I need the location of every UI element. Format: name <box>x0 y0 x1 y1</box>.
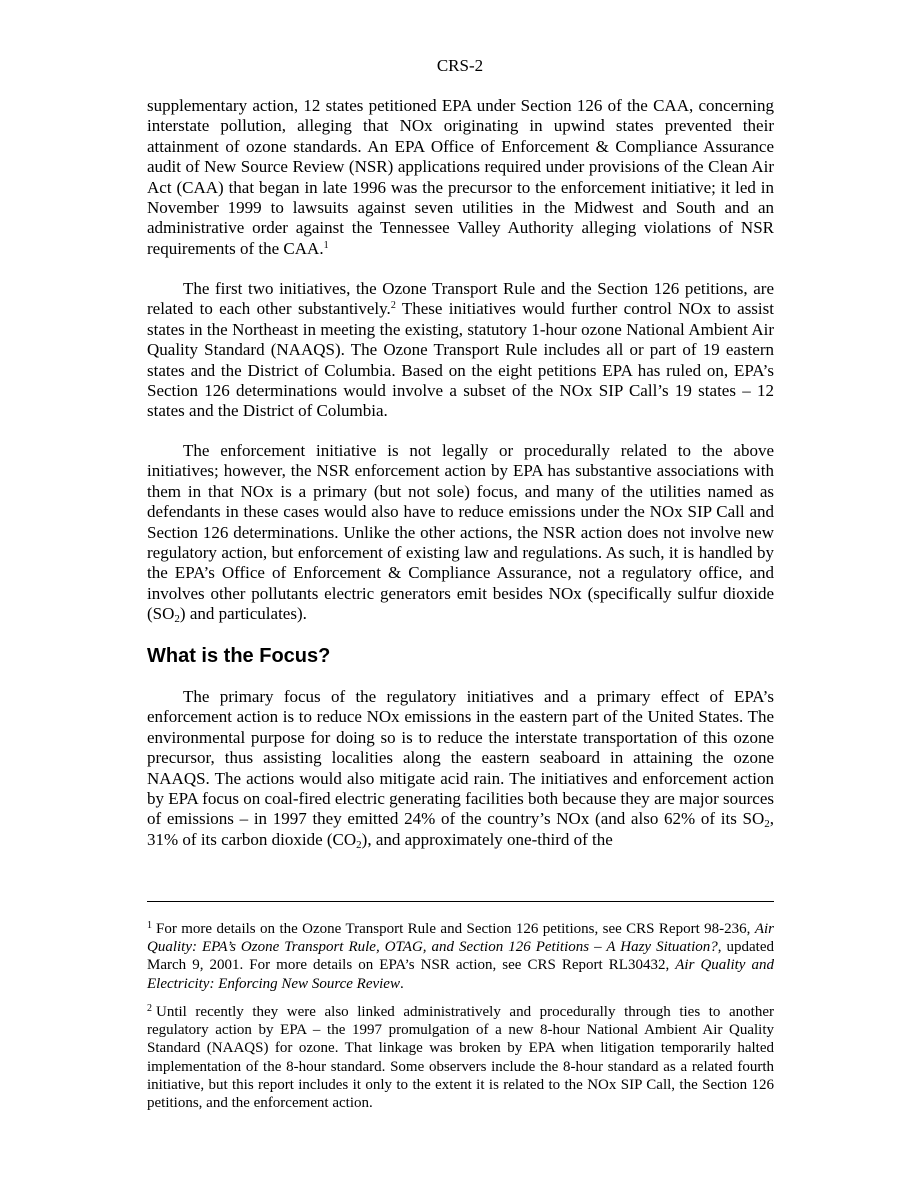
footnote-text: Until recently they were also linked administratively and procedurally through ties to another regulatory action by EPA – the 1997 promulgation of a new 8-hour National Ambient Air Quality Standard (NAAQS) for ozone. That linkage was broken by EPA when litigation temporarily halted implementation of the 8-hour standard. Some observers include the 8-hour standard as a related fourth initiative, but this report includes it only to the extent it is related to the NOx SIP Call, the Section 126 petitions, and the enforcement action. <box>147 1004 774 1112</box>
paragraph-text: ), and approximately one-third of the <box>361 829 613 849</box>
footnote <box>147 920 774 993</box>
paragraph-text: These initiatives would further control NOx to assist states in the Northeast in meeting the existing, statutory 1-hour ozone National Ambient Air Quality Standard (NAAQS). The Ozone Transport Rule includes all or part of 19 eastern states and the District of Columbia. Based on the eight petitions EPA has ruled on, EPA’s Section 126 determinations would involve a subset of the NOx SIP Call’s 19 states – 12 states and the District of Columbia. <box>147 299 774 421</box>
paragraph-text: The first two initiatives, the Ozone Transport Rule and the Section 126 petitions, are related to each other substantively. <box>147 279 774 319</box>
footnote <box>147 1003 774 1112</box>
report-title: Air Quality: EPA’s Ozone Transport Rule, OTAG, and Section 126 Petitions – A Hazy Situation? <box>147 921 774 956</box>
subscript: 2 <box>356 838 362 851</box>
paragraph-text: supplementary action, 12 states petitioned EPA under Section 126 of the CAA, concerning interstate pollution, alleging that NOx originating in upwind states prevented their attainment of ozone standards. An EPA Office of Enforcement & Compliance Assurance audit of New Source Review (NSR) applications required under provisions of the Clean Air Act (CAA) that began in late 1996 was the precursor to the enforcement initiative; it led in November 1999 to lawsuits against seven utilities in the Midwest and South and an administrative order against the Tennessee Valley Authority alleging violations of NSR requirements of the CAA. <box>147 96 774 258</box>
paragraph-text: The enforcement initiative is not legally or procedurally related to the above initiatives; however, the NSR enforcement action by EPA has substantive associations with them in that NOx is a primary (but not sole) focus, and many of the utilities named as defendants in these cases would also have to reduce emissions under the NOx SIP Call and Section 126 determinations. Unlike the other actions, the NSR action does not involve new regulatory action, but enforcement of existing law and regulations. As such, it is handled by the EPA’s Office of Enforcement & Compliance Assurance, not a regulatory office, and involves other pollutants electric generators emit besides NOx (specifically sulfur dioxide (SO <box>147 441 774 624</box>
subscript: 2 <box>764 818 770 831</box>
paragraph-text: , 31% of its carbon dioxide (CO <box>147 809 774 849</box>
body-paragraph <box>147 687 774 850</box>
body-paragraph <box>147 441 774 625</box>
section-heading: What is the Focus? <box>147 645 331 667</box>
footnote-text: For more details on the Ozone Transport Rule and Section 126 petitions, see CRS Report 98-236, <box>156 921 755 937</box>
footnote-text: , updated March 9, 2001. For more details on EPA’s NSR action, see CRS Report RL30432, <box>147 939 774 974</box>
page-header: CRS-2 <box>436 56 484 75</box>
footnote-reference[interactable]: 2 <box>390 300 396 312</box>
paragraph-text: ) and particulates). <box>179 604 307 624</box>
footnote-mark: 2 <box>147 1003 152 1014</box>
body-paragraph <box>147 279 774 422</box>
footnote-divider <box>147 901 774 902</box>
subscript: 2 <box>174 613 180 626</box>
report-title: Air Quality and Electricity: Enforcing New Source Review <box>147 957 774 992</box>
footnote-mark: 1 <box>147 920 152 931</box>
paragraph-text: The primary focus of the regulatory initiatives and a primary effect of EPA’s enforcement action is to reduce NOx emissions in the eastern part of the United States. The environmental purpose for doing so is to reduce the interstate transportation of this ozone precursor, thus assisting localities along the eastern seaboard in attaining the ozone NAAQS. The actions would also mitigate acid rain. The initiatives and enforcement action by EPA focus on coal-fired electric generating facilities both because they are major sources of emissions – in 1997 they emitted 24% of the country’s NOx (and also 62% of its SO <box>147 687 774 829</box>
footnote-text: . <box>399 975 404 992</box>
body-paragraph <box>147 96 774 259</box>
footnote-reference[interactable]: 1 <box>323 239 329 251</box>
